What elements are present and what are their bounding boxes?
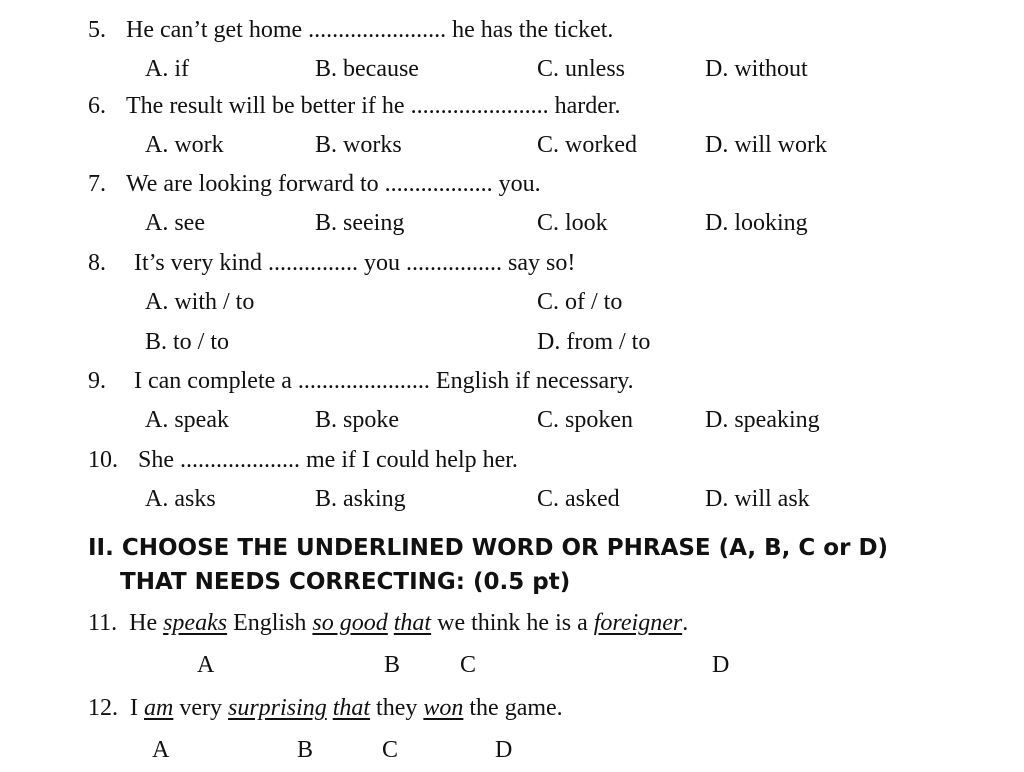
- question-11: [88, 611, 688, 635]
- underlined-b: so good: [312, 610, 388, 636]
- question-7: [88, 172, 541, 196]
- option-c: C. of / to: [537, 289, 623, 315]
- question-number: 8.: [88, 250, 106, 276]
- question-text: It’s very kind ............... you ................ say so!: [134, 250, 576, 276]
- underlined-d: won: [423, 695, 464, 721]
- answer-letter-d: D: [495, 737, 513, 763]
- option-c: C. look: [537, 210, 608, 236]
- option-c: C. spoken: [537, 407, 633, 433]
- question-text: He speaks English so good that we think he is a foreigner.: [129, 610, 689, 636]
- question-text: We are looking forward to .................. you.: [126, 171, 541, 197]
- underlined-a: speaks: [163, 610, 228, 636]
- option-b: B. because: [315, 56, 419, 82]
- answer-letter-c: C: [382, 737, 399, 763]
- underlined-b: surprising: [228, 695, 327, 721]
- question-number: 12.: [88, 695, 118, 721]
- option-b: B. spoke: [315, 407, 399, 433]
- question-text: He can’t get home ....................... he has the ticket.: [126, 17, 614, 43]
- answer-letter-d: D: [712, 652, 730, 678]
- question-6: [88, 94, 621, 118]
- question-number: 5.: [88, 17, 106, 43]
- option-a: A. asks: [145, 486, 216, 512]
- option-b: B. asking: [315, 486, 406, 512]
- answer-letter-a: A: [152, 737, 170, 763]
- answer-letter-b: B: [297, 737, 314, 763]
- section-heading-line2: THAT NEEDS CORRECTING: (0.5 pt): [120, 569, 571, 595]
- question-number: 6.: [88, 93, 106, 119]
- option-a: A. see: [145, 210, 205, 236]
- question-8: [88, 251, 575, 275]
- option-d: D. will ask: [705, 486, 810, 512]
- question-text: The result will be better if he ....................... harder.: [126, 93, 621, 119]
- answer-letter-a: A: [197, 652, 215, 678]
- option-a: A. work: [145, 132, 224, 158]
- question-text: I can complete a ...................... English if necessary.: [134, 368, 634, 394]
- underlined-c: that: [393, 610, 432, 636]
- option-c: C. asked: [537, 486, 620, 512]
- option-c: C. worked: [537, 132, 637, 158]
- option-a: A. speak: [145, 407, 229, 433]
- option-b: B. works: [315, 132, 402, 158]
- option-c: C. unless: [537, 56, 626, 82]
- underlined-a: am: [144, 695, 174, 721]
- option-a: A. with / to: [145, 289, 255, 315]
- option-a: A. if: [145, 56, 189, 82]
- question-text: I am very surprising that they won the game.: [130, 695, 563, 721]
- section-heading-line1: II. CHOOSE THE UNDERLINED WORD OR PHRASE (A, B, C or D): [88, 535, 889, 561]
- question-number: 10.: [88, 447, 118, 473]
- question-number: 9.: [88, 368, 106, 394]
- option-d: D. without: [705, 56, 808, 82]
- question-10: [88, 448, 518, 472]
- answer-letter-b: B: [384, 652, 401, 678]
- option-d: D. from / to: [537, 329, 651, 355]
- option-d: D. will work: [705, 132, 827, 158]
- question-12: [88, 696, 563, 720]
- question-9: [88, 369, 634, 393]
- answer-letter-c: C: [460, 652, 477, 678]
- option-b: B. to / to: [145, 329, 230, 355]
- option-b: B. seeing: [315, 210, 405, 236]
- option-d: D. speaking: [705, 407, 820, 433]
- question-5: [88, 18, 613, 42]
- question-number: 11.: [88, 610, 118, 636]
- question-text: She .................... me if I could help her.: [138, 447, 518, 473]
- underlined-d: foreigner: [593, 610, 683, 636]
- option-d: D. looking: [705, 210, 808, 236]
- underlined-c: that: [332, 695, 371, 721]
- question-number: 7.: [88, 171, 106, 197]
